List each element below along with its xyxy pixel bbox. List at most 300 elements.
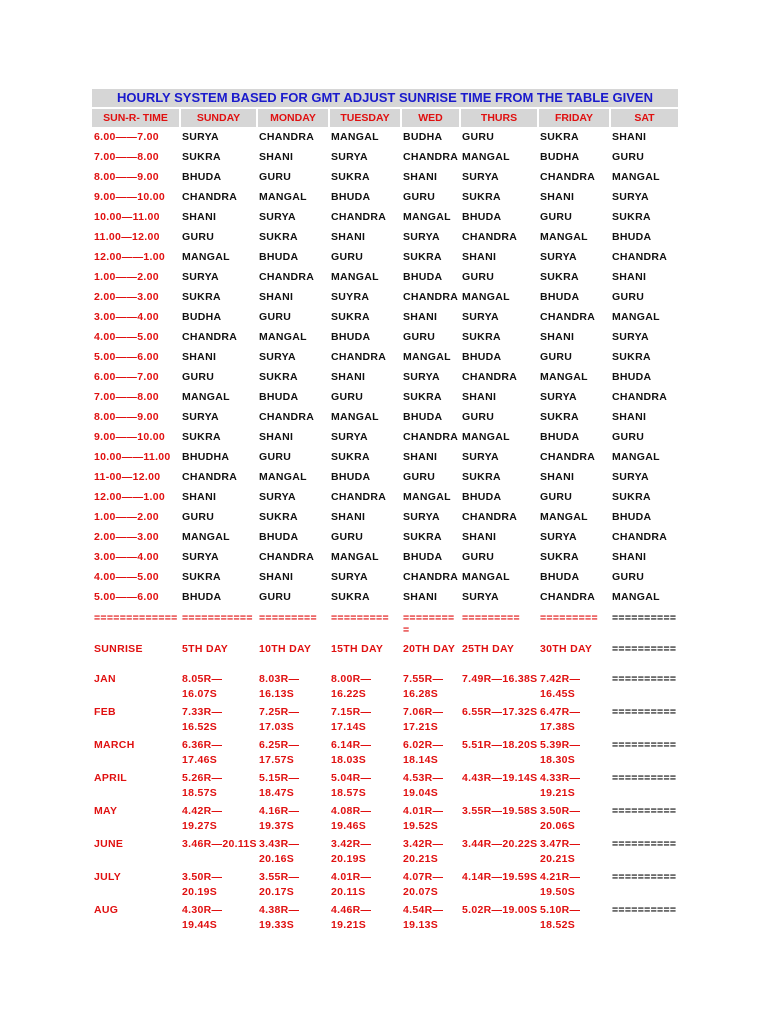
hourly-system-sheet: [92, 89, 678, 934]
table-cell: MANGAL: [259, 331, 307, 343]
hour-row: [92, 347, 678, 367]
table-cell: SURYA: [182, 551, 219, 563]
hour-row: [92, 147, 678, 167]
row-label: FEB: [94, 706, 116, 718]
row-label: 3.00——4.00: [94, 551, 159, 563]
table-cell: SUKRA: [540, 271, 579, 283]
table-cell: SHANI: [403, 311, 438, 323]
table-cell: SUKRA: [182, 291, 221, 303]
table-cell: GURU: [462, 411, 495, 423]
table-cell: 4.46R—19.21S: [331, 904, 372, 931]
table-cell: CHANDRA: [540, 311, 596, 323]
table-cell: BHUDA: [462, 491, 502, 503]
table-cell: GURU: [259, 311, 292, 323]
table-cell: 4.54R—19.13S: [403, 904, 444, 931]
table-cell: MANGAL: [259, 471, 307, 483]
row-label: 2.00——3.00: [94, 291, 159, 303]
table-cell: SUKRA: [612, 351, 651, 363]
table-cell: SURYA: [331, 431, 368, 443]
header-row: [92, 109, 678, 127]
table-cell: 8.00R—16.22S: [331, 673, 372, 700]
table-cell: SHANI: [612, 551, 647, 563]
table-cell: 5TH DAY: [182, 643, 229, 655]
table-cell: SHANI: [182, 211, 217, 223]
table-cell: SURYA: [259, 351, 296, 363]
table-cell: SUKRA: [331, 171, 370, 183]
hourly-table: [92, 109, 678, 934]
table-cell: SUKRA: [540, 411, 579, 423]
table-cell: ==========: [612, 612, 677, 624]
sunrise-header-row: [92, 640, 678, 670]
table-cell: SURYA: [612, 331, 649, 343]
table-cell: CHANDRA: [182, 471, 238, 483]
table-cell: MANGAL: [612, 171, 660, 183]
table-cell: SURYA: [540, 531, 577, 543]
table-cell: 3.50R—20.06S: [540, 805, 581, 832]
table-cell: BHUDA: [612, 371, 652, 383]
hour-row: [92, 527, 678, 547]
row-label: 12.00——1.00: [94, 491, 166, 503]
table-cell: SUKRA: [612, 211, 651, 223]
table-cell: SHANI: [462, 531, 497, 543]
table-cell: MANGAL: [403, 351, 451, 363]
row-label: 5.00——6.00: [94, 591, 159, 603]
hour-row: [92, 547, 678, 567]
table-cell: =========: [540, 612, 598, 624]
header-day: FRIDAY: [538, 109, 610, 127]
table-cell: MANGAL: [612, 451, 660, 463]
hour-row: [92, 447, 678, 467]
header-day: TUESDAY: [329, 109, 401, 127]
table-cell: CHANDRA: [403, 431, 459, 443]
sunrise-row: [92, 736, 678, 769]
table-cell: MANGAL: [182, 531, 230, 543]
table-cell: 7.42R—16.45S: [540, 673, 581, 700]
hour-row: [92, 287, 678, 307]
table-cell: ==========: [612, 739, 677, 751]
hour-row: [92, 507, 678, 527]
table-cell: SUKRA: [259, 231, 298, 243]
table-cell: SHANI: [403, 451, 438, 463]
table-cell: SUKRA: [259, 511, 298, 523]
hour-row: [92, 187, 678, 207]
hour-row: [92, 307, 678, 327]
table-cell: 4.30R—19.44S: [182, 904, 223, 931]
table-cell: SURYA: [182, 411, 219, 423]
table-cell: SUKRA: [403, 391, 442, 403]
table-cell: BHUDA: [462, 211, 502, 223]
table-cell: BHUDA: [259, 531, 299, 543]
row-label: 11-00—12.00: [94, 471, 161, 483]
table-cell: SHANI: [331, 231, 366, 243]
header-day: MONDAY: [257, 109, 329, 127]
table-cell: 7.33R—16.52S: [182, 706, 223, 733]
table-cell: MANGAL: [612, 591, 660, 603]
table-cell: MANGAL: [540, 371, 588, 383]
table-cell: 6.36R—17.46S: [182, 739, 223, 766]
table-cell: ==========: [612, 805, 677, 817]
row-label: 9.00——10.00: [94, 191, 166, 203]
table-cell: 4.42R—19.27S: [182, 805, 223, 832]
table-cell: =========: [331, 612, 389, 624]
table-cell: 3.55R—19.58S: [462, 805, 538, 817]
table-cell: 15TH DAY: [331, 643, 384, 655]
hour-row: [92, 207, 678, 227]
table-cell: CHANDRA: [182, 191, 238, 203]
table-cell: 6.02R—18.14S: [403, 739, 444, 766]
row-label: MAY: [94, 805, 118, 817]
table-cell: 3.43R—20.16S: [259, 838, 300, 865]
hour-row: [92, 387, 678, 407]
table-cell: GURU: [540, 211, 573, 223]
table-cell: 5.15R—18.47S: [259, 772, 300, 799]
hour-row: [92, 167, 678, 187]
table-cell: SHANI: [540, 191, 575, 203]
table-cell: SUKRA: [182, 431, 221, 443]
table-cell: MANGAL: [331, 551, 379, 563]
table-cell: BHUDA: [540, 571, 580, 583]
table-cell: ==========: [612, 706, 677, 718]
row-label: 6.00——7.00: [94, 371, 159, 383]
table-cell: BHUDA: [331, 471, 371, 483]
sunrise-row: [92, 769, 678, 802]
table-cell: GURU: [540, 491, 573, 503]
table-cell: 4.38R—19.33S: [259, 904, 300, 931]
table-cell: SURYA: [403, 371, 440, 383]
row-label: 8.00——9.00: [94, 171, 159, 183]
table-cell: SUKRA: [540, 551, 579, 563]
row-label: JULY: [94, 871, 122, 883]
row-label: MARCH: [94, 739, 135, 751]
table-cell: SUKRA: [331, 311, 370, 323]
table-cell: MANGAL: [182, 251, 230, 263]
table-cell: GURU: [259, 171, 292, 183]
table-cell: ==========: [612, 643, 677, 655]
table-cell: 7.49R—16.38S: [462, 673, 538, 685]
separator-row: [92, 607, 678, 640]
table-cell: SUKRA: [403, 531, 442, 543]
sunrise-row: [92, 802, 678, 835]
table-cell: 3.47R—20.21S: [540, 838, 581, 865]
table-cell: ===========: [182, 612, 253, 624]
table-cell: 3.42R—20.19S: [331, 838, 372, 865]
table-cell: BHUDA: [403, 271, 443, 283]
table-cell: MANGAL: [462, 291, 510, 303]
table-cell: 30TH DAY: [540, 643, 593, 655]
table-cell: MANGAL: [540, 231, 588, 243]
table-cell: SUKRA: [259, 371, 298, 383]
table-cell: GURU: [331, 391, 364, 403]
table-cell: CHANDRA: [331, 491, 387, 503]
row-label: 4.00——5.00: [94, 331, 159, 343]
table-cell: 10TH DAY: [259, 643, 312, 655]
table-cell: CHANDRA: [182, 331, 238, 343]
table-cell: SUKRA: [462, 331, 501, 343]
table-cell: ==========: [612, 673, 677, 685]
table-cell: 4.16R—19.37S: [259, 805, 300, 832]
sunrise-row: [92, 901, 678, 934]
table-cell: 4.43R—19.14S: [462, 772, 538, 784]
table-cell: BUDHA: [403, 131, 443, 143]
table-cell: 4.01R—20.11S: [331, 871, 372, 898]
table-cell: 4.21R—19.50S: [540, 871, 581, 898]
table-cell: 5.10R—18.52S: [540, 904, 581, 931]
table-cell: 5.39R—18.30S: [540, 739, 581, 766]
row-label: 5.00——6.00: [94, 351, 159, 363]
table-cell: 3.50R—20.19S: [182, 871, 223, 898]
table-cell: BHUDA: [331, 191, 371, 203]
table-cell: SUKRA: [182, 151, 221, 163]
table-cell: 8.03R—16.13S: [259, 673, 300, 700]
row-label: 12.00——1.00: [94, 251, 166, 263]
table-cell: CHANDRA: [331, 211, 387, 223]
table-cell: 7.25R—17.03S: [259, 706, 300, 733]
table-cell: 3.42R—20.21S: [403, 838, 444, 865]
hour-row: [92, 407, 678, 427]
table-cell: MANGAL: [331, 271, 379, 283]
table-cell: CHANDRA: [259, 411, 315, 423]
table-cell: BHUDA: [259, 251, 299, 263]
table-cell: SURYA: [612, 471, 649, 483]
table-cell: GURU: [612, 291, 645, 303]
hour-row: [92, 587, 678, 607]
table-cell: 5.02R—19.00S: [462, 904, 538, 916]
table-cell: SHANI: [259, 431, 294, 443]
header-day: SUNDAY: [180, 109, 257, 127]
table-cell: SURYA: [182, 131, 219, 143]
table-cell: 7.15R—17.14S: [331, 706, 372, 733]
table-cell: 4.08R—19.46S: [331, 805, 372, 832]
table-cell: BHUDA: [182, 171, 222, 183]
table-cell: CHANDRA: [259, 131, 315, 143]
table-cell: CHANDRA: [331, 351, 387, 363]
table-cell: GURU: [331, 531, 364, 543]
sunrise-row: [92, 868, 678, 901]
table-cell: SURYA: [540, 251, 577, 263]
table-cell: SHANI: [259, 151, 294, 163]
table-cell: ==========: [612, 904, 677, 916]
table-cell: CHANDRA: [462, 511, 518, 523]
table-cell: 4.33R—19.21S: [540, 772, 581, 799]
table-cell: 6.14R—18.03S: [331, 739, 372, 766]
table-cell: SURYA: [331, 151, 368, 163]
table-cell: ==========: [612, 772, 677, 784]
table-cell: 5.51R—18.20S: [462, 739, 538, 751]
header-day: SAT: [610, 109, 678, 127]
hour-row: [92, 487, 678, 507]
table-cell: 7.55R—16.28S: [403, 673, 444, 700]
table-cell: SUKRA: [182, 571, 221, 583]
table-cell: GURU: [540, 351, 573, 363]
table-cell: 3.46R—20.11S: [182, 838, 257, 850]
table-cell: MANGAL: [462, 431, 510, 443]
table-cell: BUDHA: [540, 151, 580, 163]
table-cell: GURU: [462, 271, 495, 283]
table-cell: MANGAL: [612, 311, 660, 323]
table-cell: 20TH DAY: [403, 643, 456, 655]
header-sunrise-time: SUN-R- TIME: [92, 109, 180, 127]
table-cell: CHANDRA: [259, 551, 315, 563]
table-cell: SURYA: [259, 211, 296, 223]
table-cell: =========: [462, 612, 520, 624]
hour-row: [92, 567, 678, 587]
header-day: THURS: [460, 109, 538, 127]
table-cell: 6.55R—17.32S: [462, 706, 538, 718]
table-cell: GURU: [612, 431, 645, 443]
table-cell: MANGAL: [540, 511, 588, 523]
row-label: 4.00——5.00: [94, 571, 159, 583]
table-cell: BUDHA: [182, 311, 222, 323]
table-cell: MANGAL: [403, 211, 451, 223]
table-cell: CHANDRA: [462, 371, 518, 383]
table-cell: GURU: [259, 451, 292, 463]
table-cell: BHUDA: [612, 511, 652, 523]
table-cell: CHANDRA: [612, 391, 668, 403]
table-cell: 4.01R—19.52S: [403, 805, 444, 832]
table-cell: CHANDRA: [540, 451, 596, 463]
table-cell: SUKRA: [331, 451, 370, 463]
row-label: 2.00——3.00: [94, 531, 159, 543]
row-label: 11.00—12.00: [94, 231, 160, 243]
table-cell: CHANDRA: [612, 531, 668, 543]
table-cell: GURU: [331, 251, 364, 263]
table-cell: =========: [403, 612, 455, 636]
table-cell: GURU: [462, 131, 495, 143]
table-cell: SHANI: [612, 131, 647, 143]
row-label: 6.00——7.00: [94, 131, 159, 143]
hour-row: [92, 427, 678, 447]
table-cell: GURU: [612, 571, 645, 583]
row-label: 8.00——9.00: [94, 411, 159, 423]
table-cell: SHANI: [403, 591, 438, 603]
table-cell: SURYA: [403, 511, 440, 523]
table-cell: =========: [259, 612, 317, 624]
table-cell: SHANI: [540, 331, 575, 343]
table-cell: CHANDRA: [540, 171, 596, 183]
table-cell: GURU: [612, 151, 645, 163]
table-cell: ==========: [612, 871, 677, 883]
table-cell: SURYA: [331, 571, 368, 583]
table-cell: CHANDRA: [462, 231, 518, 243]
sunrise-row: [92, 703, 678, 736]
hour-row: [92, 327, 678, 347]
table-cell: SUKRA: [331, 591, 370, 603]
table-cell: GURU: [182, 231, 215, 243]
table-cell: MANGAL: [259, 191, 307, 203]
table-cell: 7.06R—17.21S: [403, 706, 444, 733]
table-cell: MANGAL: [462, 151, 510, 163]
table-cell: 4.14R—19.59S: [462, 871, 538, 883]
table-cell: 6.25R—17.57S: [259, 739, 300, 766]
row-label: 1.00——2.00: [94, 271, 159, 283]
table-cell: MANGAL: [331, 411, 379, 423]
table-cell: BHUDA: [403, 551, 443, 563]
table-cell: SURYA: [462, 591, 499, 603]
table-cell: GURU: [403, 471, 436, 483]
row-label: =============: [94, 612, 178, 624]
table-cell: BHUDHA: [182, 451, 230, 463]
table-cell: SHANI: [259, 571, 294, 583]
table-cell: 4.07R—20.07S: [403, 871, 444, 898]
hour-row: [92, 127, 678, 147]
table-cell: SURYA: [462, 171, 499, 183]
header-day: WED: [401, 109, 460, 127]
table-cell: SURYA: [612, 191, 649, 203]
sunrise-row: [92, 670, 678, 703]
table-cell: SHANI: [462, 251, 497, 263]
table-cell: 4.53R—19.04S: [403, 772, 444, 799]
table-cell: SHANI: [540, 471, 575, 483]
table-cell: CHANDRA: [612, 251, 668, 263]
row-label: SUNRISE: [94, 643, 143, 655]
table-cell: GURU: [182, 511, 215, 523]
table-cell: CHANDRA: [403, 151, 459, 163]
table-cell: 25TH DAY: [462, 643, 515, 655]
table-cell: SHANI: [462, 391, 497, 403]
table-cell: GURU: [403, 331, 436, 343]
table-cell: 3.55R—20.17S: [259, 871, 300, 898]
table-cell: BHUDA: [259, 391, 299, 403]
table-cell: CHANDRA: [259, 271, 315, 283]
table-cell: 6.47R—17.38S: [540, 706, 581, 733]
row-label: 10.00—11.00: [94, 211, 160, 223]
table-cell: GURU: [403, 191, 436, 203]
row-label: 1.00——2.00: [94, 511, 159, 523]
table-cell: SUKRA: [403, 251, 442, 263]
hour-row: [92, 367, 678, 387]
table-cell: SHANI: [182, 491, 217, 503]
row-label: 10.00——11.00: [94, 451, 171, 463]
table-cell: SHANI: [259, 291, 294, 303]
table-cell: CHANDRA: [403, 291, 459, 303]
table-cell: SURYA: [259, 491, 296, 503]
table-cell: SURYA: [182, 271, 219, 283]
table-cell: SHANI: [403, 171, 438, 183]
table-cell: ==========: [612, 838, 677, 850]
table-cell: SHANI: [612, 271, 647, 283]
table-cell: BHUDA: [540, 291, 580, 303]
table-cell: SUKRA: [462, 471, 501, 483]
table-cell: SUKRA: [462, 191, 501, 203]
table-cell: BHUDA: [403, 411, 443, 423]
sunrise-row: [92, 835, 678, 868]
table-cell: 5.04R—18.57S: [331, 772, 372, 799]
row-label: APRIL: [94, 772, 127, 784]
hour-row: [92, 227, 678, 247]
table-cell: 5.26R—18.57S: [182, 772, 223, 799]
table-cell: BHUDA: [612, 231, 652, 243]
table-cell: CHANDRA: [540, 591, 596, 603]
table-cell: BHUDA: [331, 331, 371, 343]
table-cell: GURU: [182, 371, 215, 383]
table-cell: MANGAL: [331, 131, 379, 143]
table-cell: CHANDRA: [403, 571, 459, 583]
hour-row: [92, 247, 678, 267]
row-label: 3.00——4.00: [94, 311, 159, 323]
table-cell: SURYA: [462, 311, 499, 323]
table-cell: SURYA: [462, 451, 499, 463]
hour-row: [92, 467, 678, 487]
row-label: JUNE: [94, 838, 124, 850]
hour-row: [92, 267, 678, 287]
table-cell: BHUDA: [540, 431, 580, 443]
table-cell: SURYA: [540, 391, 577, 403]
table-cell: BHUDA: [182, 591, 222, 603]
row-label: 7.00——8.00: [94, 391, 159, 403]
table-cell: SHANI: [331, 511, 366, 523]
row-label: 9.00——10.00: [94, 431, 166, 443]
table-cell: 8.05R—16.07S: [182, 673, 223, 700]
